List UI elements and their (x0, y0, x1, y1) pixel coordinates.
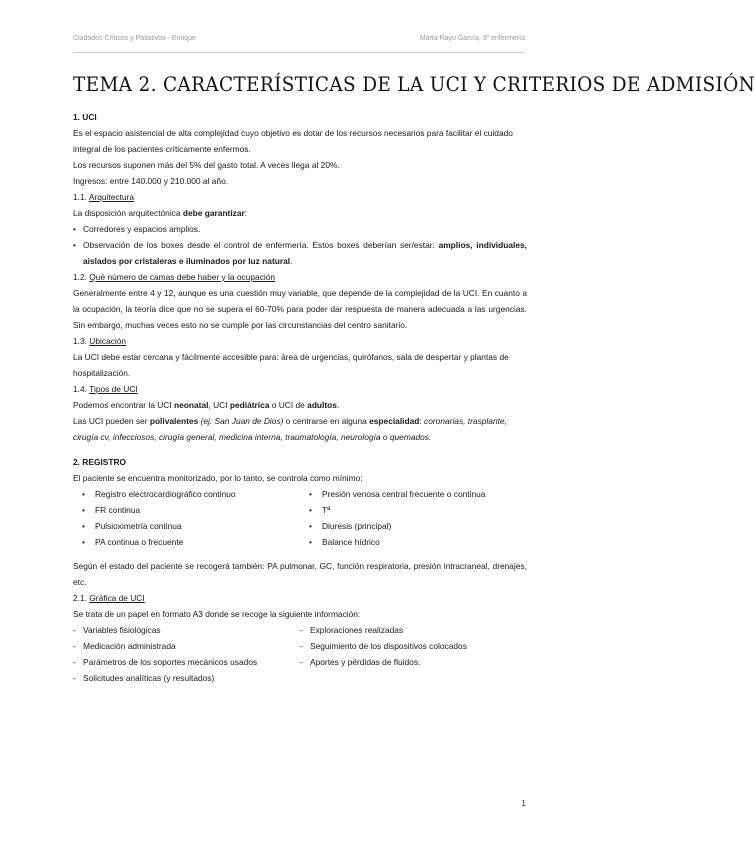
list-item: • Pulsioximetría continua (73, 518, 300, 534)
page-number: 1 (521, 798, 526, 808)
list-item: - Seguimiento de los dispositivos colocados (300, 638, 527, 654)
paragraph: Se trata de un papel en formato A3 donde se recoge la siguiente información: (73, 609, 361, 619)
paragraph: Ingresos: entre 140.000 y 210.000 al año. (73, 176, 229, 186)
list-item: - Parámetros de los soportes mecánicos usados (73, 654, 300, 670)
paragraph: Generalmente entre 4 y 12, aunque es una cuestión muy variable, que depende de la complejidad de la UCI. En cuanto a la ocupación, la teoría dice que no se supera el 60-70% para poder dar respuesta de manera adecuada a las urgencias. Sin embargo, muchas veces esto no se cumple por las circunstancias del centro sanitario. (73, 288, 527, 330)
list-item: - Solicitudes analíticas (y resultados) (73, 670, 300, 686)
paragraph: Según el estado del paciente se recogerá también: PA pulmonar, GC, función respiratoria, presión intracraneal, drenajes, etc. (73, 561, 527, 587)
subsection-heading-grafica: 2.1. Gráfica de UCI (73, 593, 145, 603)
paragraph: El paciente se encuentra monitorizado, por lo tanto, se controla como mínimo: (73, 473, 363, 483)
subsection-heading-camas: 1.2. Qué número de camas debe haber y la ocupación (73, 272, 276, 282)
list-item: • Corredores y espacios amplios. (73, 221, 527, 237)
document-body (73, 109, 527, 686)
paragraph: Los recursos suponen más del 5% del gasto total. A veces llega al 20%. (73, 160, 340, 170)
list-item: • Registro electrocardiográfico continuo (73, 486, 300, 502)
list-item: - Aportes y pérdidas de fluidos. (300, 654, 527, 670)
list-item: • PA continua o frecuente (73, 534, 300, 550)
section-heading-registro: 2. REGISTRO (73, 457, 127, 467)
paragraph: Podemos encontrar la UCI neonatal, UCI pediátrica o UCI de adultos. (73, 400, 340, 410)
list-item: • Observación de los boxes desde el control de enfermería. Estos boxes deberían ser/estar: amplios, individuales, aislados por cristaleras e iluminados por luz natural. (73, 237, 527, 269)
subsection-heading-tipos: 1.4. Tipos de UCI (73, 384, 138, 394)
list-item: - Variables fisiológicas (73, 622, 300, 638)
subsection-heading-arquitectura: 1.1. Arquitectura (73, 192, 134, 202)
page-title: TEMA 2. CARACTERÍSTICAS DE LA UCI Y CRITERIOS DE ADMISIÓN (73, 73, 755, 97)
list-item: • Presión venosa central frecuente o continua (300, 486, 527, 502)
subsection-heading-ubicacion: 1.3. Ubicación (73, 336, 127, 346)
list-item: • FR continua (73, 502, 300, 518)
list-item: - Medicación administrada (73, 638, 300, 654)
paragraph: La UCI debe estar cercana y fácilmente accesible para: área de urgencias, quirófanos, sala de despertar y plantas de hospitalización. (73, 352, 509, 378)
section-heading-uci: 1. UCI (73, 112, 97, 122)
monitoring-list-left (73, 486, 300, 550)
monitoring-list (73, 486, 527, 550)
list-item: • Diuresis (principal) (300, 518, 527, 534)
paragraph: Las UCI pueden ser polivalentes (ej: San Juan de Dios) o centrarse en alguna especialidad: coronarias, trasplante, cirugía cv, infecciosos, cirugía general, medicina interna, traumatología, neurología o quemados. (73, 416, 507, 442)
list-item: - Exploraciones realizadas (300, 622, 527, 638)
monitoring-list-right (300, 486, 527, 550)
header-left: Cuidados Críticos y Paliativos - Enrique (73, 35, 196, 42)
header-right: Marta Rayo García, 3º enfermería (419, 35, 525, 42)
chart-info-list-left (73, 622, 300, 686)
paragraph: Es el espacio asistencial de alta complejidad cuyo objetivo es dotar de los recursos necesarios para facilitar el cuidado integral de los pacientes críticamente enfermos. (73, 128, 513, 154)
header-rule (73, 52, 525, 53)
chart-info-list (73, 622, 527, 686)
list-item: • Balance hídrico (300, 534, 527, 550)
paragraph: La disposición arquitectónica debe garantizar: (73, 208, 248, 218)
chart-info-list-right (300, 622, 527, 686)
list-item: • Tª (300, 502, 527, 518)
